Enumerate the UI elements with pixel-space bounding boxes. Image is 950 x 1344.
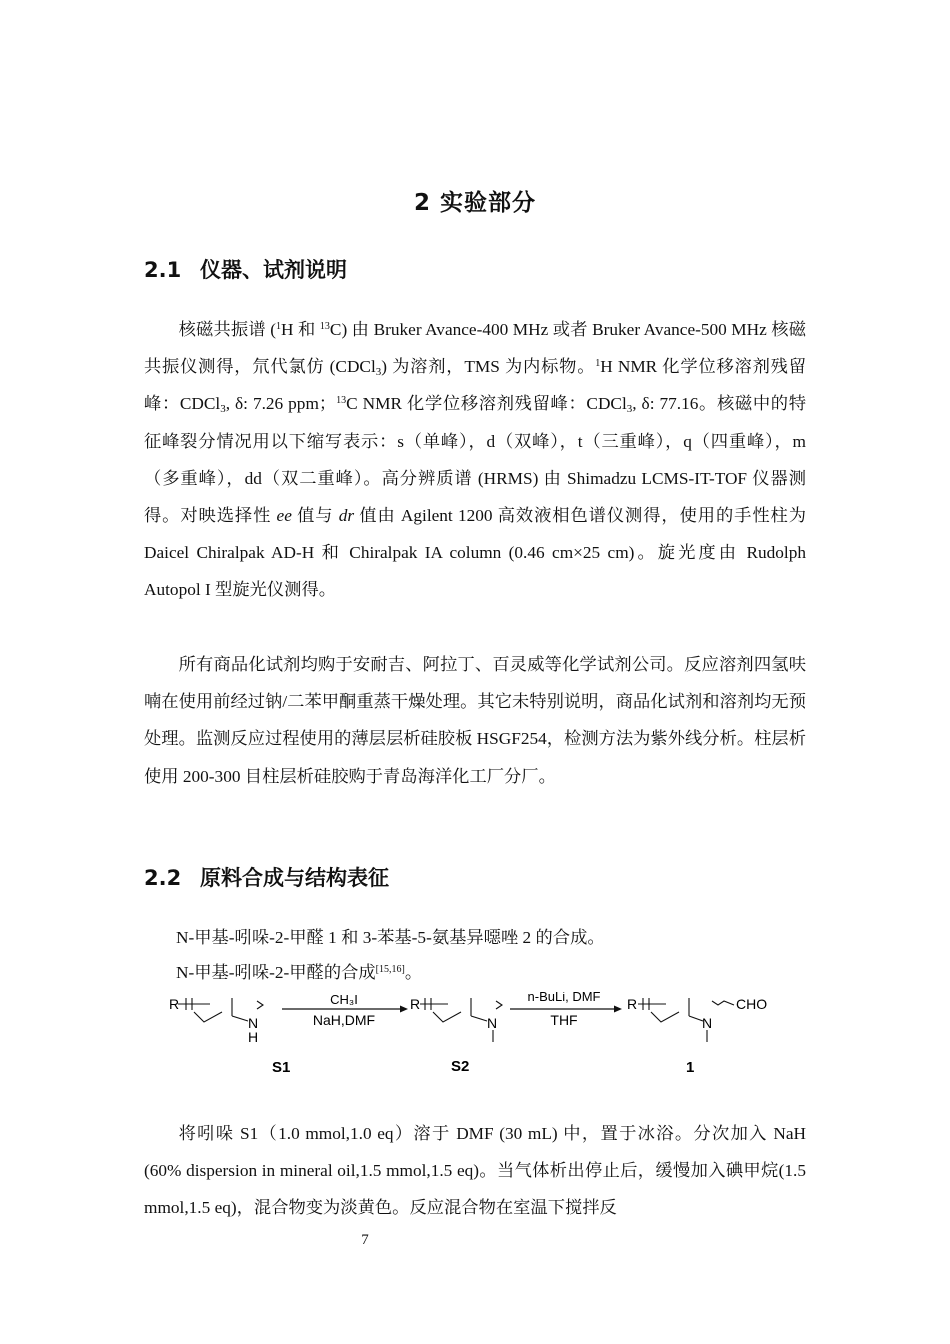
text-run: 。 — [404, 963, 423, 982]
text-run: , δ: 7.26 ppm； — [225, 394, 337, 414]
section-heading-synthesis — [144, 862, 389, 892]
text-run: 值与 — [291, 506, 339, 526]
text-run: 值由 Agilent 1200 高效液相色谱仪测得，使用的手性柱为 Daicel Chiralpak AD-H 和 Chiralpak IA column (0.46 cm×25 cm)。旋光度由 Rudolph Autopol I 型旋光仪测得。 — [144, 506, 806, 600]
section-heading-instruments — [144, 254, 347, 284]
compound-label-s2: S2 — [451, 1058, 470, 1075]
compound-label-1: 1 — [686, 1059, 695, 1076]
text-run: 核磁共振谱 ( — [178, 320, 277, 339]
bond — [194, 1012, 222, 1022]
superscript: 13 — [319, 321, 330, 332]
r-group-label: R — [410, 996, 421, 1012]
subscript: 3 — [375, 366, 382, 379]
superscript: 1 — [595, 358, 601, 370]
superscript: 1 — [276, 321, 282, 332]
text-run: , δ: 77.16。核磁中的特征峰裂分情况用以下缩写表示：s（单峰），d（双峰），t（三重峰），q（四重峰），m（多重峰），dd（双二重峰）。高分辨质谱 (HRMS) 由 Shimadzu LCMS-IT-TOF 仪器测得。对映选择性 — [144, 394, 806, 526]
r-group-label: R — [627, 996, 638, 1012]
subscript: 3 — [220, 403, 226, 416]
text-run: C) 由 Bruker Avance-400 MHz 或者 Bruker Avance-500 MHz 核磁共振仪测得，氘代氯仿 (CDCl — [144, 320, 806, 377]
reagent-label: NaH,DMF — [312, 1012, 376, 1028]
reaction-scheme — [144, 992, 806, 1082]
bond — [651, 1012, 679, 1022]
reagents-paragraph: 所有商品化试剂均购于安耐吉、阿拉丁、百灵威等化学试剂公司。反应溶剂四氢呋喃在使用前经过钠/二苯甲酮重蒸干燥处理。其它未特别说明，商品化试剂和溶剂均无预处理。监测反应过程使用的薄层层析硅胶板 HSGF254，检测方法为紫外线分析。柱层析使用 200-300 目柱层析硅胶购于青岛海洋化工厂分厂。 — [144, 655, 806, 786]
text-run: C NMR 化学位移溶剂残留峰：CDCl — [346, 394, 627, 414]
synthesis-intro: N-甲基-吲哚-2-甲醛 1 和 3-苯基-5-氨基异噁唑 2 的合成。 — [176, 928, 605, 947]
text-run: H NMR 化学位移溶剂残留峰：CDCl — [144, 357, 806, 414]
bond — [496, 1001, 502, 1009]
reagent-label: n-BuLi, DMF — [527, 992, 601, 1004]
reagent-label: CH₃I — [330, 992, 358, 1007]
instruments-paragraph — [144, 311, 806, 609]
procedure-paragraph: 将吲哚 S1（1.0 mmol,1.0 eq）溶于 DMF (30 mL) 中，置于冰浴。分次加入 NaH (60% dispersion in mineral oil,1.5 mmol,1.5 eq)。当气体析出停止后，缓慢加入碘甲烷(1.5 mmol,1.5 eq)，混合物变为淡黄色。反应混合物在室温下搅拌反 — [144, 1124, 806, 1218]
compound-label-s1: S1 — [272, 1059, 291, 1076]
r-group-label: R — [169, 996, 180, 1012]
text-run: ) 为溶剂，TMS 为内标物。 — [381, 357, 596, 377]
bond — [433, 1012, 461, 1022]
nitrogen-label: N — [487, 1015, 498, 1031]
text-run: N-甲基-吲哚-2-甲醛的合成 — [176, 963, 376, 982]
subscript: 3 — [626, 403, 633, 416]
section-number: 2.2 — [144, 866, 182, 890]
arrowhead — [614, 1006, 622, 1013]
nitrogen-label: N — [702, 1015, 713, 1031]
reagent-label: THF — [550, 1012, 578, 1028]
page-number: 7 — [361, 1232, 369, 1248]
aldehyde-label: CHO — [736, 996, 768, 1012]
text-run: H 和 — [281, 320, 320, 339]
section-title-text: 仪器、试剂说明 — [200, 258, 347, 282]
synthesis-heading — [176, 961, 422, 985]
bond — [712, 1001, 734, 1005]
bond — [257, 1001, 263, 1009]
nitrogen-label: N — [248, 1015, 259, 1031]
italic-term: ee — [276, 506, 292, 526]
structure-1 — [638, 998, 734, 1042]
section-title-text: 原料合成与结构表征 — [200, 866, 389, 890]
bond — [689, 1016, 703, 1021]
superscript: 13 — [336, 395, 347, 407]
italic-term: dr — [338, 506, 355, 526]
arrowhead — [400, 1006, 408, 1013]
chapter-title: 2 实验部分 — [413, 190, 536, 216]
bond — [471, 1016, 487, 1021]
citation: [15,16] — [375, 964, 405, 975]
bond — [232, 1016, 248, 1021]
hydrogen-label: H — [248, 1029, 259, 1045]
section-number: 2.1 — [144, 258, 182, 282]
